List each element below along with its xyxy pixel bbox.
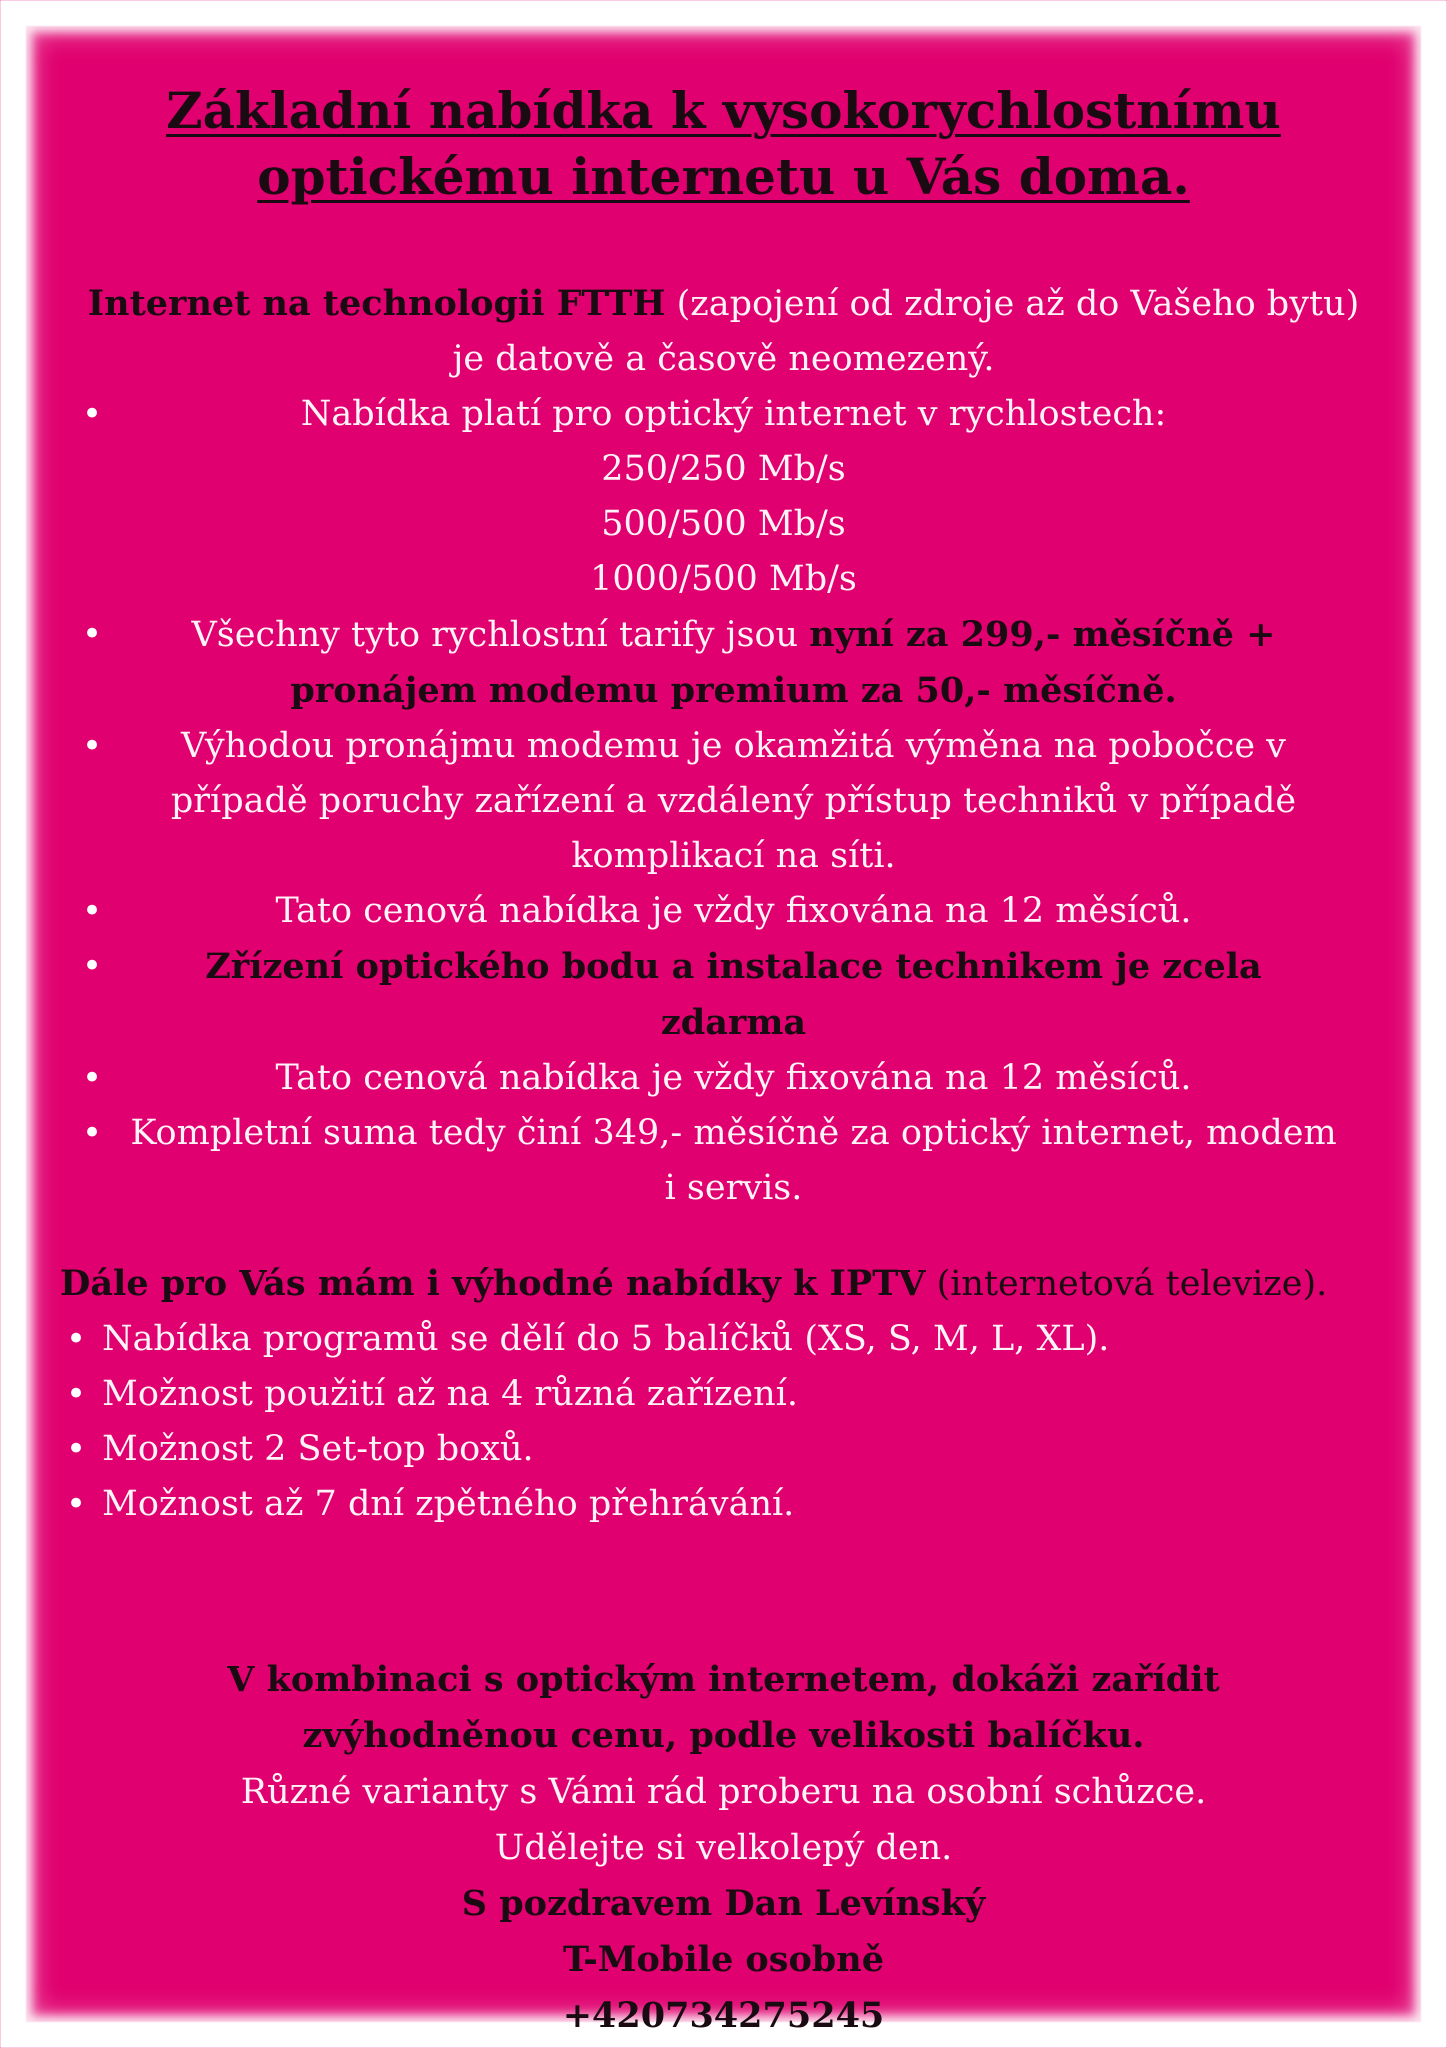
list-item-fixed-2 <box>60 1051 1387 1106</box>
list-item-speeds-intro <box>60 387 1387 442</box>
iptv-heading-rest: (internetová televize). <box>925 1264 1328 1304</box>
phone-number: +420734275245 <box>562 1995 885 2036</box>
title-line-2: optickému internetu u Vás doma. <box>257 147 1190 206</box>
title-line-1: Základní nabídka k vysokorychlostnímu <box>166 81 1281 140</box>
price-bold-text: nyní za 299,- měsíčně + pronájem modemu premium za 50,- měsíčně. <box>290 614 1276 711</box>
flyer-content <box>60 78 1387 2044</box>
fixed-1-text: Tato cenová nabídka je vždy fixována na 12 měsíců. <box>275 891 1192 931</box>
list-item-install <box>60 939 1387 1051</box>
intro-bold: Internet na technologii FTTH <box>87 283 666 324</box>
iptv-heading-bold: Dále pro Vás mám i výhodné nabídky k IPTV <box>60 1263 926 1304</box>
list-item-price <box>60 607 1387 719</box>
iptv-item-settop: • Možnost 2 Set-top boxů. <box>60 1422 1387 1477</box>
list-item-modem <box>60 719 1387 884</box>
speed-500: 500/500 Mb/s <box>601 504 846 544</box>
iptv-item-packages: • Nabídka programů se dělí do 5 balíčků (XS, S, M, L, XL). <box>60 1312 1387 1367</box>
internet-offer-list <box>60 387 1387 442</box>
iptv-item-replay: • Možnost až 7 dní zpětného přehrávání. <box>60 1477 1387 1532</box>
fixed-2-text: Tato cenová nabídka je vždy fixována na 12 měsíců. <box>275 1058 1192 1098</box>
install-text: Zřízení optického bodu a instalace technikem je zcela zdarma <box>205 946 1262 1043</box>
speeds-intro-text: Nabídka platí pro optický internet v rychlostech: <box>300 394 1167 434</box>
combo-offer-text: V kombinaci s optickým internetem, dokáži zařídit zvýhodněnou cenu, podle velikosti balíčku. <box>227 1659 1220 1756</box>
meeting-text: Různé varianty s Vámi rád proberu na osobní schůzce. <box>240 1772 1207 1812</box>
closing-section <box>60 1652 1387 2044</box>
iptv-list <box>60 1312 1387 1532</box>
price-normal-text: Všechny tyto rychlostní tarify jsou <box>191 615 810 655</box>
speed-1000: 1000/500 Mb/s <box>590 559 857 599</box>
company-name: T-Mobile osobně <box>563 1939 884 1980</box>
intro-paragraph <box>60 276 1387 387</box>
total-text: Kompletní suma tedy činí 349,- měsíčně za optický internet, modem i servis. <box>130 1113 1337 1208</box>
wish-text: Udělejte si velkolepý den. <box>494 1828 953 1868</box>
greeting-signature: S pozdravem Dan Levínský <box>461 1883 986 1924</box>
intro-rest: (zapojení od zdroje až do Vašeho bytu) je datově a časově neomezený. <box>452 284 1360 379</box>
iptv-heading <box>60 1256 1387 1312</box>
modem-text: Výhodou pronájmu modemu je okamžitá výměna na pobočce v případě poruchy zařízení a vzdálený přístup techniků v případě komplikací na síti. <box>170 726 1297 876</box>
internet-offer-list-2 <box>60 607 1387 1216</box>
speed-250: 250/250 Mb/s <box>601 449 846 489</box>
page-title <box>60 78 1387 210</box>
iptv-item-devices: • Možnost použití až na 4 různá zařízení. <box>60 1367 1387 1422</box>
list-item-total <box>60 1106 1387 1216</box>
speeds-list <box>60 442 1387 607</box>
list-item-fixed-1 <box>60 884 1387 939</box>
